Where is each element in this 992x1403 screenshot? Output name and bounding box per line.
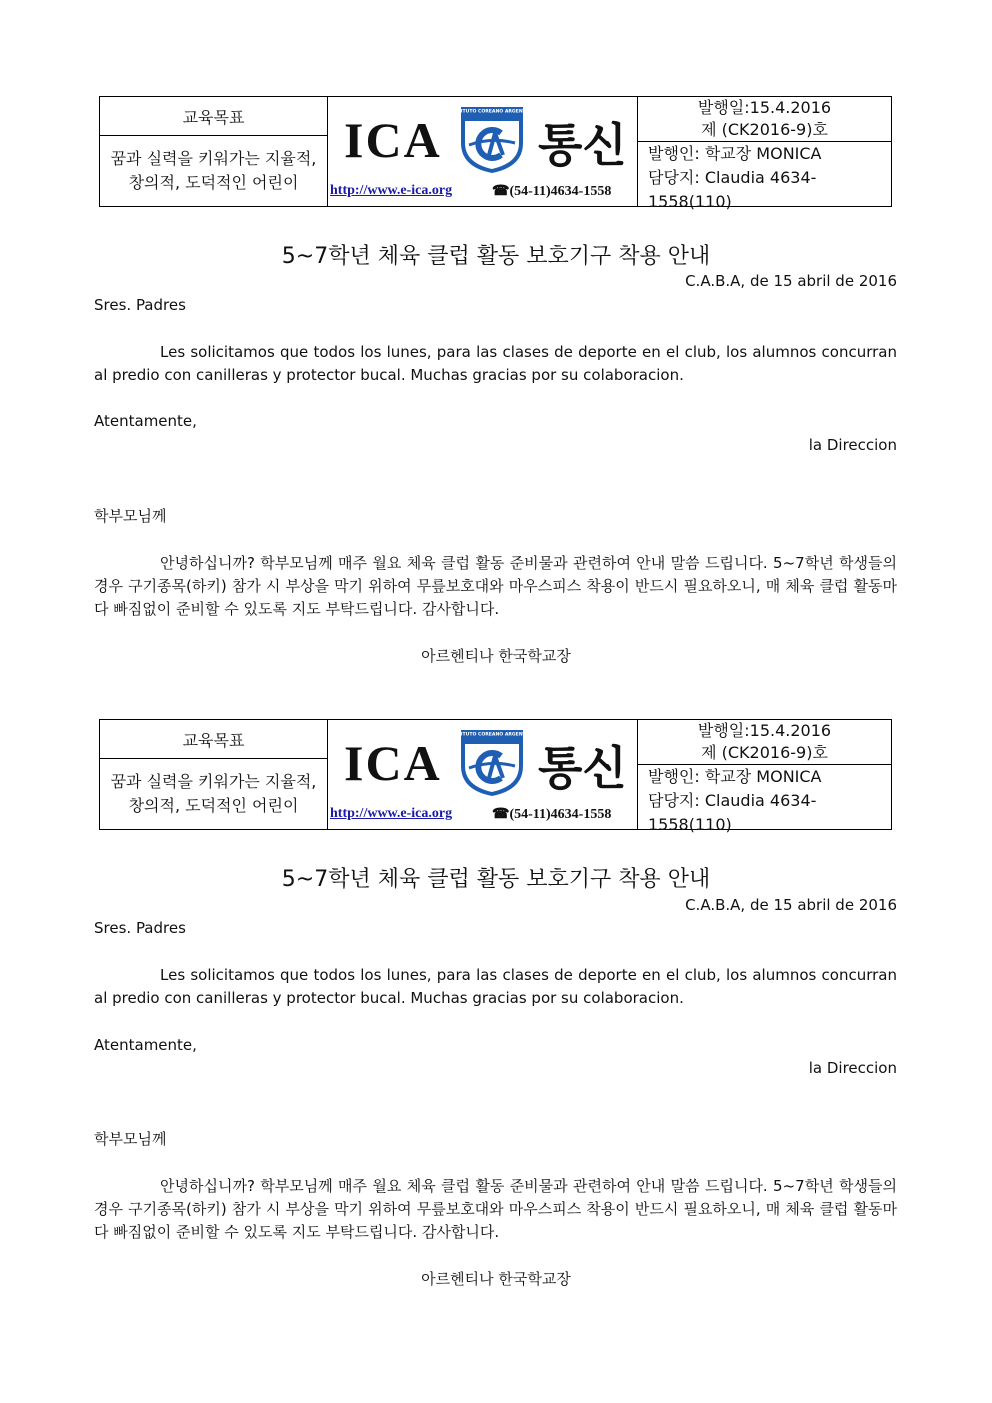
issue-date: 발행일:15.4.2016 [697, 721, 832, 740]
issue-top [638, 97, 891, 142]
issue-number: 제 (CK2016-9)호 [701, 743, 828, 762]
logo-text: ICA [344, 112, 442, 168]
date-place: C.A.B.A, de 15 abril de 2016 [685, 272, 897, 290]
school-emblem-icon [448, 103, 536, 175]
logo-cell [328, 720, 638, 829]
goal-text: 꿈과 실력을 키워가는 지율적, 창의적, 도덕적인 어린이 [110, 772, 317, 815]
body-es-text: Les solicitamos que todos los lunes, para las clases de deporte en el club, los alumnos concurran al predio con canilleras y protector bucal. Muchas gracias por su colaboracion. [94, 966, 897, 1007]
publisher: 발행인: 학교장 MONICA [648, 767, 822, 786]
newsletter-header [99, 96, 892, 211]
issue-bottom [638, 765, 891, 837]
greeting-ko: 학부모님께 [94, 1130, 167, 1148]
website-link[interactable]: http://www.e-ica.org [330, 183, 453, 198]
date-place: C.A.B.A, de 15 abril de 2016 [685, 896, 897, 914]
phone-number: ☎(54-11)4634-1558 [492, 807, 612, 822]
body-es [94, 964, 897, 1010]
signature-ko: 아르헨티나 한국학교장 [421, 1270, 571, 1288]
issue-info-cell [638, 720, 891, 834]
body-ko-text: 안녕하십니까? 학부모님께 매주 월요 체육 클럽 활동 준비물과 관련하여 안내 말씀 드립니다. 5~7학년 학생들의 경우 구기종목(하키) 참가 시 부상을 막기 위하여 무릎보호대와 마우스피스 착용이 반드시 필요하오니, 매 체육 클럽 활동마다 빠짐없이 준비할 수 있도록 지도 부탁드립니다. 감사합니다. [94, 554, 897, 618]
body-es-text: Les solicitamos que todos los lunes, para las clases de deporte en el club, los alumnos concurran al predio con canilleras y protector bucal. Muchas gracias por su colaboracion. [94, 343, 897, 384]
signature-ko: 아르헨티나 한국학교장 [421, 647, 571, 665]
logo-title: 통신 [538, 741, 627, 795]
body-ko [94, 1175, 897, 1244]
newsletter-header [99, 719, 892, 834]
education-goal-cell [100, 97, 328, 206]
contact: 담당지: Claudia 4634-1558(110) [648, 791, 817, 834]
goal-title: 교육목표 [100, 97, 327, 136]
issue-top [638, 720, 891, 765]
body-ko-text: 안녕하십니까? 학부모님께 매주 월요 체육 클럽 활동 준비물과 관련하여 안내 말씀 드립니다. 5~7학년 학생들의 경우 구기종목(하키) 참가 시 부상을 막기 위하여 무릎보호대와 마우스피스 착용이 반드시 필요하오니, 매 체육 클럽 활동마다 빠짐없이 준비할 수 있도록 지도 부탁드립니다. 감사합니다. [94, 1177, 897, 1241]
notice-title: 5~7학년 체육 클럽 활동 보호기구 착용 안내 [281, 867, 711, 892]
logo-text: ICA [344, 735, 442, 791]
issue-date: 발행일:15.4.2016 [697, 98, 832, 117]
phone-number: ☎(54-11)4634-1558 [492, 184, 612, 199]
contact: 담당지: Claudia 4634-1558(110) [648, 168, 817, 211]
logo-cell [328, 97, 638, 206]
issue-number: 제 (CK2016-9)호 [701, 120, 828, 139]
closing-es: Atentamente, [94, 1036, 197, 1054]
greeting-es: Sres. Padres [94, 919, 186, 937]
emblem-text: INSTITUTO COREANO ARGENTINO [448, 732, 536, 738]
publisher: 발행인: 학교장 MONICA [648, 144, 822, 163]
body-es [94, 341, 897, 387]
greeting-ko: 학부모님께 [94, 507, 167, 525]
closing-es: Atentamente, [94, 412, 197, 430]
school-emblem-icon [448, 726, 536, 798]
goal-title: 교육목표 [100, 720, 327, 759]
education-goal-cell [100, 720, 328, 829]
issue-bottom [638, 142, 891, 214]
logo-title: 통신 [538, 118, 627, 172]
body-ko [94, 552, 897, 621]
greeting-es: Sres. Padres [94, 296, 186, 314]
signature-es: la Direccion [808, 1059, 897, 1077]
notice-title: 5~7학년 체육 클럽 활동 보호기구 착용 안내 [281, 244, 711, 269]
website-link[interactable]: http://www.e-ica.org [330, 806, 453, 821]
issue-info-cell [638, 97, 891, 211]
goal-text: 꿈과 실력을 키워가는 지율적, 창의적, 도덕적인 어린이 [110, 149, 317, 192]
emblem-text: INSTITUTO COREANO ARGENTINO [448, 109, 536, 115]
signature-es: la Direccion [808, 436, 897, 454]
